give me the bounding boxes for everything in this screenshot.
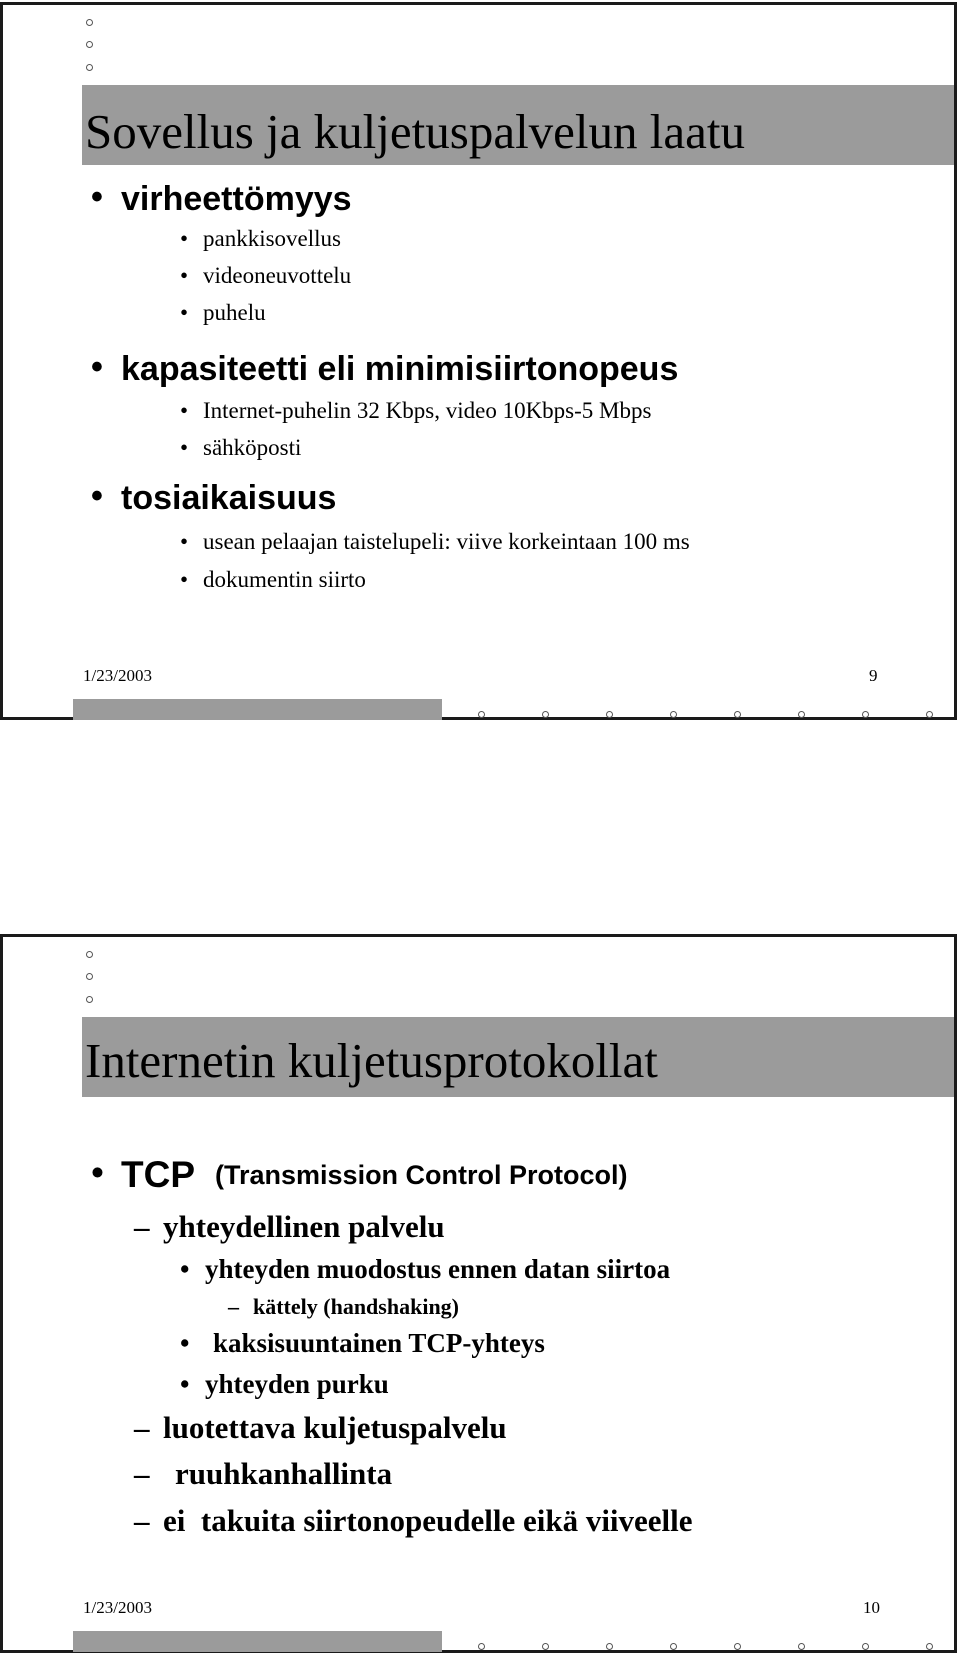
- decor-dot: [670, 1643, 677, 1650]
- decor-dot: [86, 996, 93, 1003]
- decor-dot: [734, 1643, 741, 1650]
- decor-dot: [862, 711, 869, 718]
- decor-dot: [542, 711, 549, 718]
- bullet-text: kapasiteetti eli minimisiirtonopeus: [121, 350, 679, 388]
- decor-dot: [926, 711, 933, 718]
- bullet-text: yhteyden purku: [205, 1369, 389, 1399]
- bullet-glyph: •: [180, 1254, 190, 1284]
- decor-dot: [86, 951, 93, 958]
- dash-text: kättely (handshaking): [253, 1294, 460, 1319]
- decor-dot: [798, 711, 805, 718]
- bullet-text: usean pelaajan taistelupeli: viive korkeintaan 100 ms: [203, 529, 690, 554]
- dash-text: luotettava kuljetuspalvelu: [163, 1410, 507, 1445]
- dash-text: ruuhkanhallinta: [175, 1456, 393, 1491]
- decor-dot: [798, 1643, 805, 1650]
- bullet-glyph: •: [180, 567, 189, 592]
- bullet-text: tosiaikaisuus: [121, 479, 337, 517]
- decor-dot: [478, 711, 485, 718]
- bullet-text: (Transmission Control Protocol): [215, 1160, 628, 1190]
- dash-text: ei takuita siirtonopeudelle eikä viiveelle: [163, 1503, 693, 1538]
- bullet-text: yhteyden muodostus ennen datan siirtoa: [205, 1254, 671, 1284]
- slide-title: Sovellus ja kuljetuspalvelun laatu: [85, 104, 746, 159]
- footer-bar: [73, 1631, 442, 1652]
- decor-dot: [478, 1643, 485, 1650]
- bullet-glyph: •: [180, 263, 189, 288]
- slide-10: [0, 934, 957, 1653]
- bullet-text: virheettömyys: [121, 180, 352, 218]
- decor-dot: [542, 1643, 549, 1650]
- bullet-glyph: •: [180, 1328, 190, 1358]
- decor-dot: [86, 19, 93, 26]
- decor-dot: [670, 711, 677, 718]
- page-number: 10: [863, 1598, 880, 1617]
- decor-dot: [86, 41, 93, 48]
- dash-glyph: –: [134, 1456, 150, 1491]
- decor-dot: [86, 64, 93, 71]
- bullet-glyph: •: [180, 435, 189, 460]
- bullet-text: pankkisovellus: [203, 226, 341, 251]
- decor-dot: [734, 711, 741, 718]
- slide-9: [0, 2, 957, 720]
- bullet-glyph: •: [180, 398, 189, 423]
- bullet-text-bold: TCP: [121, 1154, 195, 1195]
- decor-dot: [86, 973, 93, 980]
- bullet-glyph: •: [91, 477, 103, 515]
- bullet-text: kaksisuuntainen TCP-yhteys: [213, 1328, 545, 1358]
- bullet-text: Internet-puhelin 32 Kbps, video 10Kbps-5 Mbps: [203, 398, 652, 423]
- decor-dot: [926, 1643, 933, 1650]
- bullet-text: dokumentin siirto: [203, 567, 366, 592]
- slide-title: Internetin kuljetusprotokollat: [85, 1033, 658, 1088]
- decor-dot: [606, 711, 613, 718]
- bullet-glyph: •: [180, 529, 189, 554]
- decor-dot: [862, 1643, 869, 1650]
- bullet-glyph: •: [180, 300, 189, 325]
- dash-glyph: –: [134, 1209, 150, 1244]
- bullet-glyph: •: [91, 178, 103, 216]
- bullet-text: sähköposti: [203, 435, 302, 460]
- bullet-glyph: •: [91, 348, 103, 386]
- bullet-text: videoneuvottelu: [203, 263, 352, 288]
- page-number: 9: [869, 666, 878, 685]
- footer-date: 1/23/2003: [83, 666, 152, 685]
- dash-glyph: –: [134, 1410, 150, 1445]
- footer-date: 1/23/2003: [83, 1598, 152, 1617]
- decor-dot: [606, 1643, 613, 1650]
- dash-glyph: –: [134, 1503, 150, 1538]
- bullet-glyph: •: [180, 1369, 190, 1399]
- footer-bar: [73, 699, 442, 720]
- bullet-text: puhelu: [203, 300, 266, 325]
- bullet-glyph: •: [91, 1152, 104, 1193]
- dash-glyph: –: [228, 1294, 239, 1319]
- bullet-glyph: •: [180, 226, 189, 251]
- dash-text: yhteydellinen palvelu: [163, 1209, 445, 1244]
